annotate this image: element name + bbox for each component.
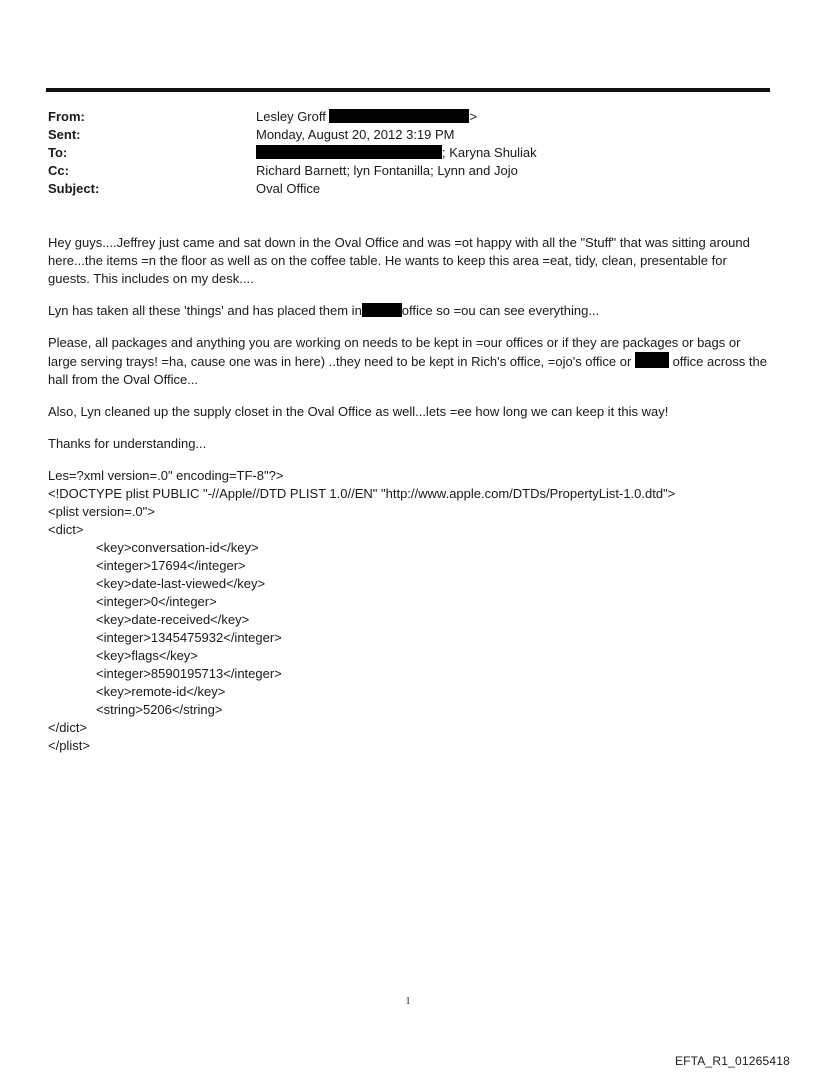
cc-label: Cc: xyxy=(48,163,69,178)
document-id: EFTA_R1_01265418 xyxy=(674,1054,790,1068)
body-paragraph-2 xyxy=(48,302,772,320)
plist-line: <key>conversation-id</key> xyxy=(96,540,259,555)
plist-line: </plist> xyxy=(48,738,90,753)
email-body xyxy=(48,234,772,755)
redaction-block xyxy=(256,145,442,159)
subject-value: Oval Office xyxy=(256,181,321,196)
sent-value: Monday, August 20, 2012 3:19 PM xyxy=(256,127,455,142)
plist-line: <string>5206</string> xyxy=(96,702,223,717)
redaction-block xyxy=(635,352,669,368)
body-paragraph-5: Thanks for understanding... xyxy=(48,436,207,451)
subject-label: Subject: xyxy=(48,181,100,196)
plist-line: <plist version=.0"> xyxy=(48,504,155,519)
paragraph-3-end: office across the hall from the Oval Office... xyxy=(48,354,767,387)
from-tail: > xyxy=(469,109,478,124)
sent-label: Sent: xyxy=(48,127,81,142)
plist-line: <key>date-last-viewed</key> xyxy=(96,576,266,591)
from-name: Lesley Groff xyxy=(256,109,326,124)
plist-line: </dict> xyxy=(48,720,88,735)
header-rule xyxy=(46,88,770,92)
redaction-block xyxy=(329,109,469,123)
plist-line: <integer>0</integer> xyxy=(96,594,217,609)
plist-line: <!DOCTYPE plist PUBLIC "-//Apple//DTD PLIST 1.0//EN" "http://www.apple.com/DTDs/PropertyList-1.0.dtd"> xyxy=(48,486,676,501)
paragraph-2-start: Lyn has taken all these 'things' and has placed them in xyxy=(48,303,362,318)
to-text: ; Karyna Shuliak xyxy=(442,145,537,160)
page-number: 1 xyxy=(405,996,411,1007)
from-label: From: xyxy=(48,109,85,124)
to-value xyxy=(256,144,537,162)
cc-value: Richard Barnett; lyn Fontanilla; Lynn and Jojo xyxy=(256,163,518,178)
plist-line: <key>date-received</key> xyxy=(96,612,250,627)
paragraph-3-start: Please, all packages and anything you are working on needs to be kept in =our offices or if they are packages or bags or large serving trays! =ha, cause one was in here) ..they need to be kept in Rich's office, =ojo's office or xyxy=(48,335,741,369)
plist-line: <dict> xyxy=(48,522,84,537)
paragraph-2-end: office so =ou can see everything... xyxy=(401,303,600,318)
body-paragraph-4: Also, Lyn cleaned up the supply closet in the Oval Office as well...lets =ee how long we can keep it this way! xyxy=(48,404,669,419)
body-paragraph-1: Hey guys....Jeffrey just came and sat down in the Oval Office and was =ot happy with all the "Stuff" that was sitting around here...the items =n the floor as well as on the coffee table. He wants to keep this area =eat, tidy, clean, presentable for guests. This includes on my desk.... xyxy=(48,235,750,286)
body-paragraph-3 xyxy=(48,334,772,389)
plist-line: <key>flags</key> xyxy=(96,648,198,663)
plist-line: <key>remote-id</key> xyxy=(96,684,226,699)
to-label: To: xyxy=(48,145,68,160)
from-value xyxy=(256,108,477,126)
plist-line: <integer>1345475932</integer> xyxy=(96,630,282,645)
plist-line: <integer>8590195713</integer> xyxy=(96,666,282,681)
plist-line: Les=?xml version=.0" encoding=TF-8"?> xyxy=(48,468,284,483)
plist-block xyxy=(48,467,772,755)
redaction-block xyxy=(362,303,402,317)
plist-line: <integer>17694</integer> xyxy=(96,558,246,573)
